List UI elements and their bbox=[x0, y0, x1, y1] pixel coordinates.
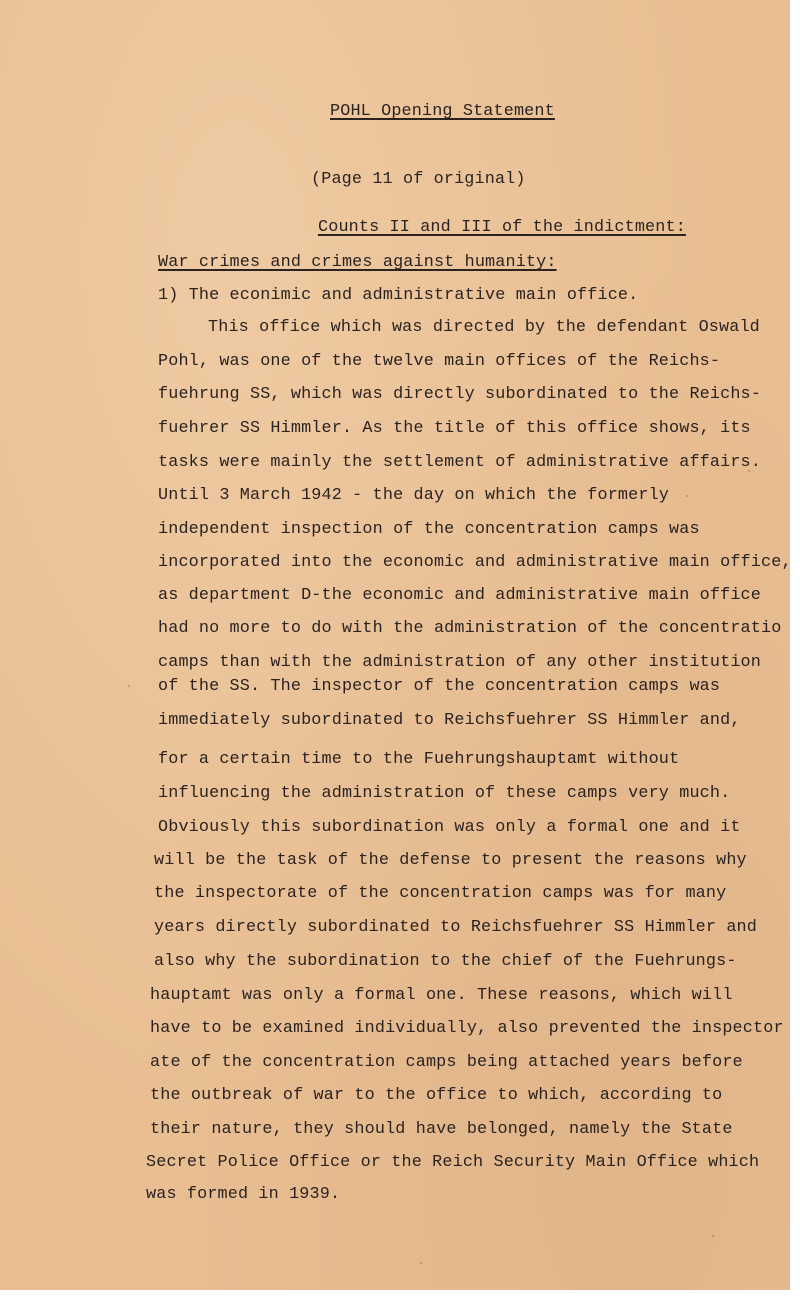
body-line: the inspectorate of the concentration camps was for many bbox=[154, 884, 727, 903]
body-line: as department D-the economic and administrative main office bbox=[158, 586, 762, 605]
body-line: was formed in 1939. bbox=[146, 1185, 341, 1204]
section-heading: War crimes and crimes against humanity: bbox=[158, 253, 557, 272]
page-reference: (Page 11 of original) bbox=[311, 170, 526, 189]
body-line: for a certain time to the Fuehrungshauptamt without bbox=[158, 750, 680, 769]
body-line: had no more to do with the administration of the concentratio bbox=[158, 619, 782, 638]
body-line: Pohl, was one of the twelve main offices of the Reichs- bbox=[158, 352, 721, 371]
body-line: of the SS. The inspector of the concentration camps was bbox=[158, 677, 721, 696]
document-title: POHL Opening Statement bbox=[330, 102, 555, 121]
body-line: Secret Police Office or the Reich Security Main Office which bbox=[146, 1153, 760, 1172]
body-line: This office which was directed by the defendant Oswald bbox=[208, 318, 760, 337]
body-line: Until 3 March 1942 - the day on which the formerly bbox=[158, 486, 670, 505]
counts-heading: Counts II and III of the indictment: bbox=[318, 218, 686, 237]
body-line: the outbreak of war to the office to which, according to bbox=[150, 1086, 723, 1105]
body-line: their nature, they should have belonged, namely the State bbox=[150, 1120, 733, 1139]
body-line: Obviously this subordination was only a formal one and it bbox=[158, 818, 741, 837]
body-line: fuehrung SS, which was directly subordinated to the Reichs- bbox=[158, 385, 762, 404]
body-line: have to be examined individually, also prevented the inspector bbox=[150, 1019, 784, 1038]
body-line: will be the task of the defense to present the reasons why bbox=[154, 851, 747, 870]
body-line: incorporated into the economic and administrative main office, bbox=[158, 553, 792, 572]
body-line: tasks were mainly the settlement of administrative affairs. bbox=[158, 453, 762, 472]
body-line: also why the subordination to the chief of the Fuehrungs- bbox=[154, 952, 737, 971]
body-line: influencing the administration of these camps very much. bbox=[158, 784, 731, 803]
body-line: hauptamt was only a formal one. These reasons, which will bbox=[150, 986, 733, 1005]
body-line: fuehrer SS Himmler. As the title of this office shows, its bbox=[158, 419, 751, 438]
subsection-heading: 1) The econimic and administrative main office. bbox=[158, 286, 639, 305]
body-line: ate of the concentration camps being attached years before bbox=[150, 1053, 743, 1072]
body-line: immediately subordinated to Reichsfuehrer SS Himmler and, bbox=[158, 711, 741, 730]
body-line: years directly subordinated to Reichsfuehrer SS Himmler and bbox=[154, 918, 758, 937]
body-line: independent inspection of the concentration camps was bbox=[158, 520, 700, 539]
body-line: camps than with the administration of any other institution bbox=[158, 653, 762, 672]
